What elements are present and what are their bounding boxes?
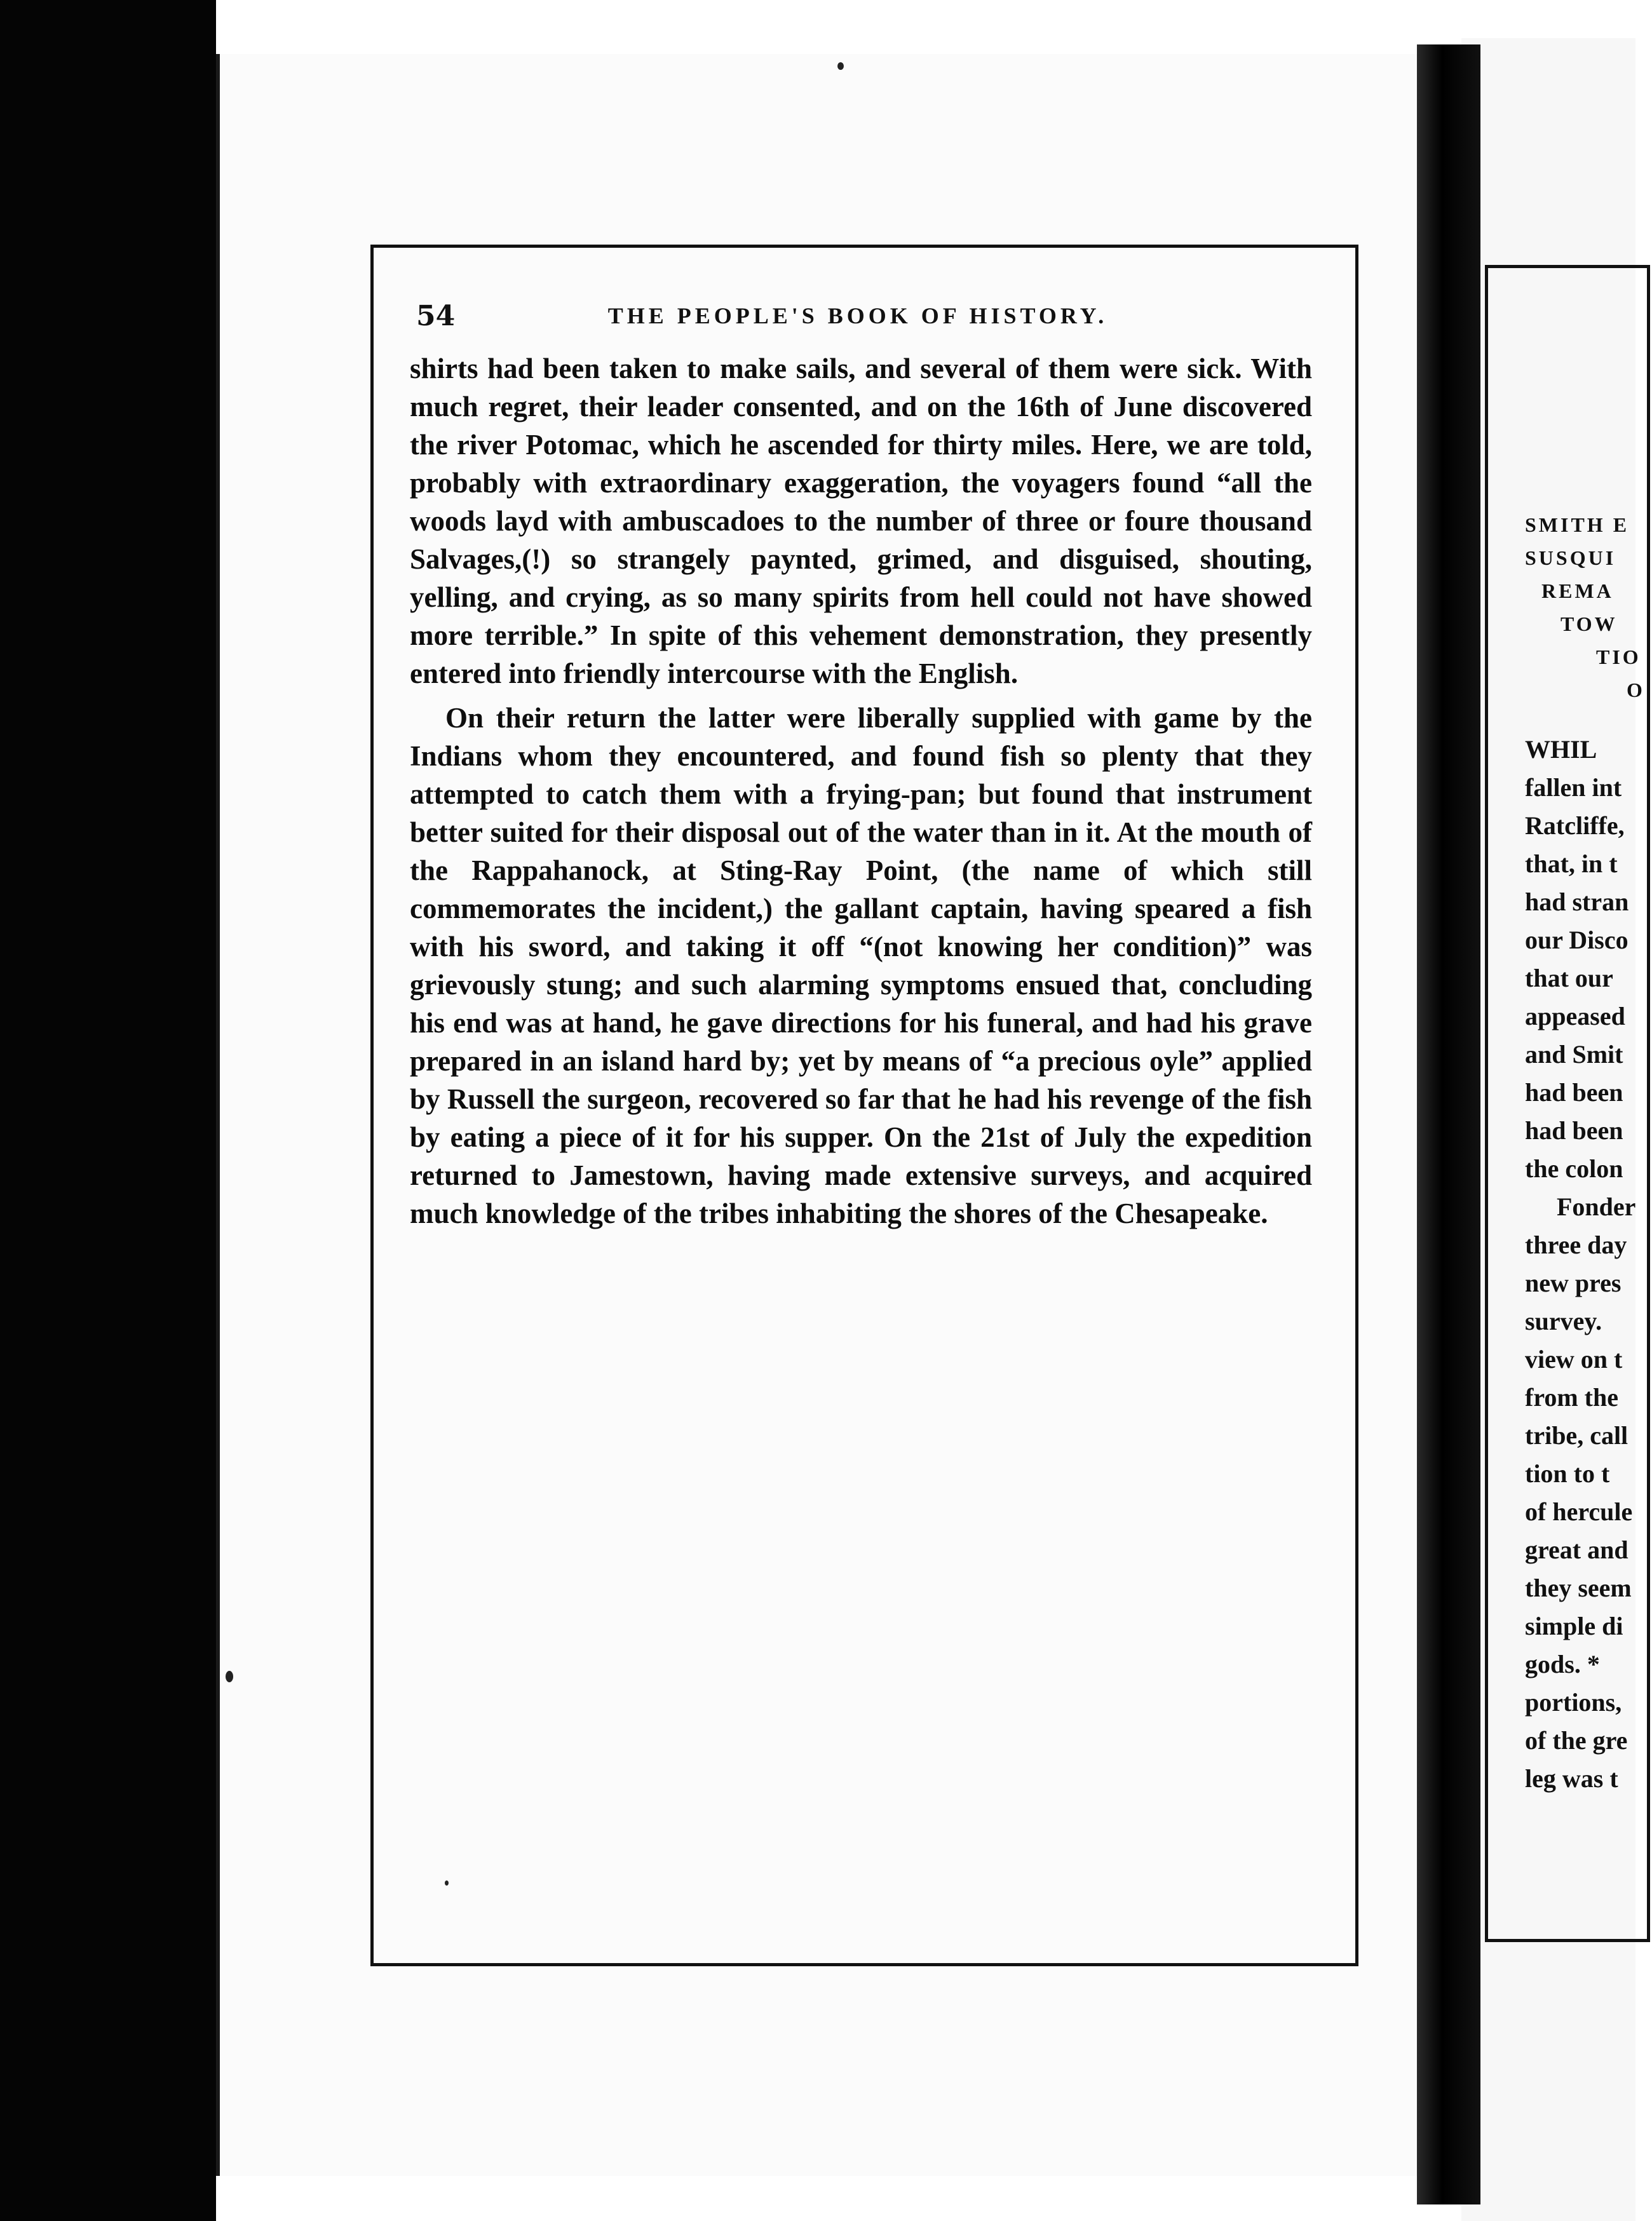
body-line: Fonder: [1557, 1192, 1636, 1221]
scan-speck: [445, 1880, 449, 1886]
body-line: new pres: [1525, 1269, 1622, 1297]
body-line: appeased: [1525, 1002, 1625, 1030]
body-line: our Disco: [1525, 926, 1628, 954]
body-line: and Smit: [1525, 1040, 1623, 1069]
heading-line: TIO: [1596, 645, 1641, 668]
heading-line: SUSQUI: [1525, 546, 1616, 569]
body-line: fallen int: [1525, 773, 1622, 802]
body-line: had been: [1525, 1116, 1623, 1145]
body-line: of hercule: [1525, 1497, 1633, 1526]
scan-speck: [226, 1671, 233, 1682]
paragraph: On their return the latter were liberally supplied with game by the Indians whom they encountered, and found fish so plenty that they attempted to catch them with a frying-pan; but found that instrument better suited for their disposal out of the water than in it. At the mouth of the Rappahanock, at Sting-Ray Point, (the name of which still commemorates the incident,) the gallant captain, having speared a fish with his sword, and taking it off “(not knowing her condition)” was grievously stung; and such alarming symptoms ensued that, concluding his end was at hand, he gave directions for his funeral, and had his grave prepared in an island hard by; yet by means of “a precious oyle” applied by Russell the surgeon, recovered so far that he had his revenge of the fish by eating a piece of it for his supper. On the 21st of July the expedition returned to Jamestown, having made extensive surveys, and acquired much knowledge of the tribes inhabiting the shores of the Chesapeake.: [410, 702, 1312, 1229]
heading-line: O: [1627, 678, 1645, 701]
body-line: from the: [1525, 1383, 1618, 1412]
running-title: THE PEOPLE'S BOOK OF HISTORY.: [607, 303, 1108, 328]
right-page-text: [1525, 508, 1652, 1798]
body-fragment: [1525, 731, 1652, 1798]
heading-line: TOW: [1561, 612, 1618, 635]
body-line: that our: [1525, 964, 1613, 992]
paragraph: shirts had been taken to make sails, and several of them were sick. With much regret, their leader consented, and on the 16th of June discovered the river Potomac, which he ascended for thirty miles. Here, we are told, probably with extraordinary exaggeration, the voyagers found “all the woods layd with ambuscadoes to the number of three or foure thousand Salvages,(!) so strangely paynted, grimed, and disguised, shouting, yelling, and crying, as so many spirits from hell could not have showed more terrible.” In spite of this vehement demonstration, they presently entered into friendly intercourse with the English.: [410, 353, 1312, 689]
body-line: survey.: [1525, 1307, 1602, 1335]
scan-margin-left: [0, 0, 216, 2221]
body-line: gods. *: [1525, 1650, 1600, 1678]
scan-speck: [837, 62, 844, 70]
body-line: WHIL: [1525, 735, 1597, 764]
body-line: portions,: [1525, 1688, 1622, 1717]
body-line: tribe, call: [1525, 1421, 1628, 1450]
body-line: simple di: [1525, 1612, 1623, 1640]
body-line: view on t: [1525, 1345, 1623, 1374]
body-line: great and: [1525, 1536, 1628, 1564]
body-line: Ratcliffe,: [1525, 811, 1625, 840]
body-line: leg was t: [1525, 1764, 1618, 1793]
body-line: of the gre: [1525, 1726, 1628, 1755]
book-gutter: [1417, 44, 1480, 2204]
body-line: had been: [1525, 1078, 1623, 1107]
body-line: that, in t: [1525, 849, 1618, 878]
heading-line: REMA: [1541, 579, 1614, 602]
body-line: they seem: [1525, 1574, 1632, 1602]
body-line: had stran: [1525, 888, 1629, 916]
body-line: three day: [1525, 1231, 1627, 1259]
page-header: [407, 294, 1309, 338]
heading-line: SMITH E: [1525, 513, 1630, 536]
body-text: [410, 349, 1312, 1232]
page-number: 54: [416, 300, 456, 332]
chapter-heading-fragment: [1525, 508, 1652, 706]
body-line: tion to t: [1525, 1459, 1610, 1488]
body-line: the colon: [1525, 1154, 1623, 1183]
